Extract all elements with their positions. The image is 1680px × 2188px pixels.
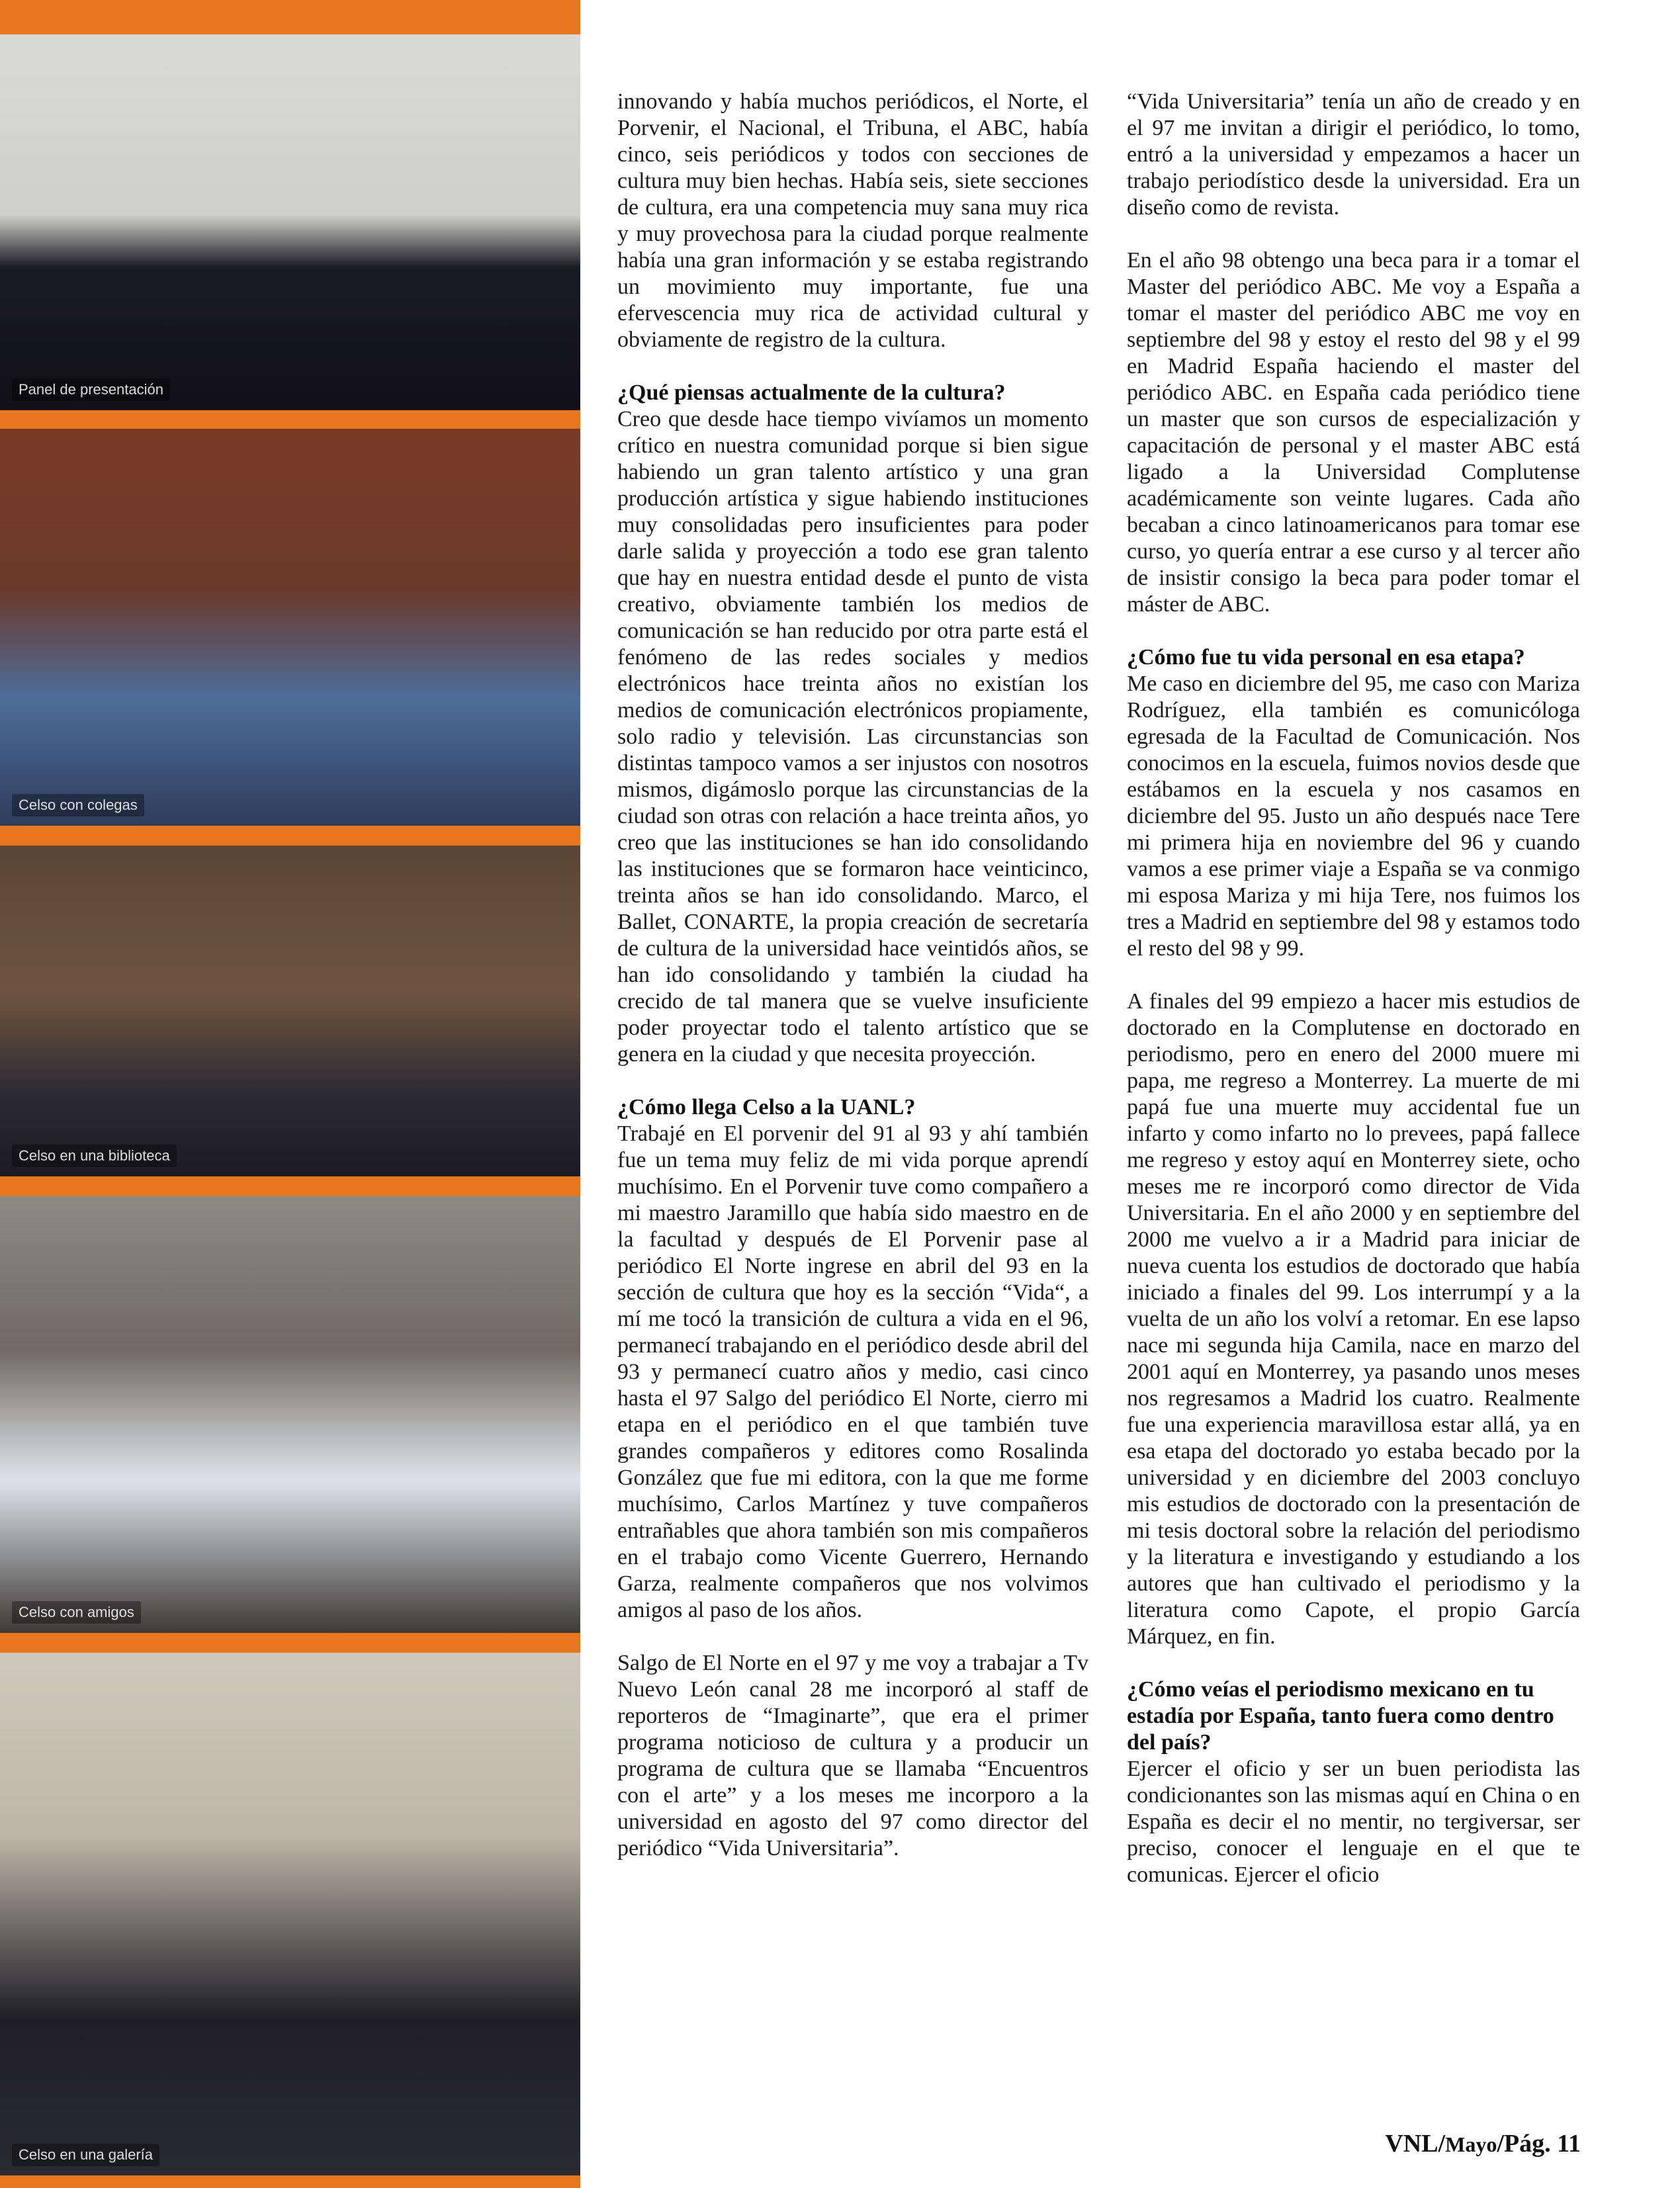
panel-photo (0, 34, 580, 410)
group-photo (0, 429, 580, 826)
question-heading: ¿Cómo fue tu vida personal en esa etapa? (1127, 645, 1525, 670)
paragraph: innovando y había muchos periódicos, el Norte, el Porvenir, el Nacional, el Tribuna, el ABC, había cinco, seis periódicos y todos con secciones de cultura muy bien hechas. Había seis, siete secciones de cultura, era una competencia muy sana muy rica y muy provechosa para la ciudad porque realmente había una gran información y se estaba registrando un movimiento muy importante, fue una efervescencia muy rica de actividad cultural y obviamente de registro de la cultura. (617, 89, 1088, 352)
question-heading: ¿Qué piensas actualmente de la cultura? (617, 380, 1006, 405)
paragraph: Me caso en diciembre del 95, me caso con Mariza Rodríguez, ella también es comunicóloga egresada de la Facultad de Comunicación. Nos conocimos en la escuela, fuimos novios desde que estábamos en la escuela y nos casamos en diciembre del 95. Justo un año después nace Tere mi primera hija en noviembre del 96 y cuando vamos a ese primer viaje a España se va conmigo mi esposa Mariza y mi hija Tere, nos fuimos los tres a Madrid en septiembre del 98 y estamos todo el resto del 98 y 99. (1127, 672, 1580, 961)
footer-page-number: /Pág. 11 (1497, 2130, 1581, 2158)
paragraph: Trabajé en El porvenir del 91 al 93 y ahí también fue un tema muy feliz de mi vida porque aprendí muchísimo. En el Porvenir tuve como compañero a mi maestro Jaramillo que había sido maestro en de la facultad y después de El Porvenir pase al periódico El Norte ingrese en abril del 93 en la sección de cultura que hoy es la sección “Vida“, a mí me tocó la transición de cultura a vida en el 96, permanecí trabajando en el periódico desde abril del 93 y permanecí cuatro años y medio, casi cinco hasta el 97 Salgo del periódico El Norte, cierro mi etapa en el periódico en el que también tuve grandes compañeros y editores como Rosalinda González que fue mi editora, con la que me forme muchísimo, Carlos Martínez y tuve compañeros entrañables que ahora también son mis compañeros en el trabajo como Vicente Guerrero, Hernando Garza, realmente compañeros que nos volvimos amigos al paso de los años. (617, 1121, 1088, 1622)
question-heading: ¿Cómo llega Celso a la UANL? (617, 1095, 916, 1119)
paragraph: Ejercer el oficio y ser un buen periodista las condicionantes son las mismas aquí en China o en España es decir el no mentir, no tergiversar, ser preciso, conocer el lenguaje en el que te comunicas. Ejercer el oficio (1127, 1757, 1580, 1887)
question-heading: ¿Cómo veías el periodismo mexicano en tu estadía por España, tanto fuera como dentro del país? (1127, 1677, 1554, 1755)
photo-caption: Celso con amigos (12, 1601, 141, 1624)
gallery-photo (0, 1653, 580, 2175)
photo-caption: Celso con colegas (12, 794, 144, 816)
photo-caption: Celso en una biblioteca (12, 1145, 177, 1167)
footer-month: Mayo (1445, 2132, 1497, 2156)
paragraph: “Vida Universitaria” tenía un año de creado y en el 97 me invitan a dirigir el periódico, lo tomo, entró a la universidad y empezamos a hacer un trabajo periodístico desde la universidad. Era un diseño como de revista. (1127, 89, 1580, 220)
photo-strip (0, 0, 580, 2188)
photo-caption: Celso en una galería (12, 2144, 159, 2166)
article-column-right (1127, 89, 1580, 1915)
paragraph: Creo que desde hace tiempo vivíamos un momento crítico en nuestra comunidad porque si bien sigue habiendo un gran talento artístico y una gran producción artística y sigue habiendo instituciones muy consolidadas pero insuficientes para poder darle salida y proyección a todo ese gran talento que hay en nuestra entidad desde el punto de vista creativo, obviamente también los medios de comunicación se han reducido por otra parte está el fenómeno de las redes sociales y medios electrónicos hace treinta años no existían los medios de comunicación electrónicos propiamente, solo radio y televisión. Las circunstancias son distintas tampoco vamos a ser injustos con nosotros mismos, digámoslo porque las circunstancias de la ciudad son otras con relación a hace treinta años, yo creo que las instituciones se han ido consolidando las instituciones que se formaron hace veinticinco, treinta años se han ido consolidando. Marco, el Ballet, CONARTE, la propia creación de secretaría de cultura de la universidad hace veintidós años, se han ido consolidando y también la ciudad ha crecido de tal manera que se vuelve insuficiente poder proyectar todo el talento artístico que se genera en la ciudad y que necesita proyección. (617, 407, 1088, 1067)
paragraph: A finales del 99 empiezo a hacer mis estudios de doctorado en la Complutense en doctorado en periodismo, pero en enero del 2000 muere mi papa, me regreso a Monterrey. La muerte de mi papá fue una muerte muy accidental fue un infarto y como infarto no lo prevees, papá fallece me regreso y estoy aquí en Monterrey siete, ocho meses me re incorporó como director de Vida Universitaria. En el año 2000 y en septiembre del 2000 me vuelvo a ir a Madrid para iniciar de nueva cuenta los estudios de doctorado que había iniciado a finales del 99. Los interrumpí y a la vuelta de un año los volví a retomar. En ese lapso nace mi segunda hija Camila, nace en marzo del 2001 aquí en Monterrey, ya pasando unos meses nos regresamos a Madrid los cuatro. Realmente fue una experiencia maravillosa estar allá, ya en esa etapa del doctorado yo estaba becado por la universidad y en diciembre del 2003 concluyo mis estudios de doctorado con la presentación de mi tesis doctoral sobre la relación del periodismo y la literatura e investigando y estudiando a los autores que han cultivado el periodismo y la literatura como Capote, el propio García Márquez, en fin. (1127, 989, 1580, 1649)
page-footer (1385, 2129, 1581, 2158)
friends-photo (0, 1196, 580, 1633)
article-column-middle (617, 89, 1088, 1888)
photo-caption: Panel de presentación (12, 378, 170, 401)
footer-magazine: VNL/ (1385, 2130, 1446, 2158)
library-photo (0, 846, 580, 1176)
paragraph: Salgo de El Norte en el 97 y me voy a trabajar a Tv Nuevo León canal 28 me incorporó al staff de reporteros de “Imaginarte”, que era el primer programa noticioso de cultura y a producir un programa de cultura que se llamaba “Encuentros con el arte” y a los meses me incorporo a la universidad en agosto del 97 como director del periódico “Vida Universitaria”. (617, 1651, 1088, 1860)
paragraph: En el año 98 obtengo una beca para ir a tomar el Master del periódico ABC. Me voy a España a tomar el master del periódico ABC me voy en septiembre del 98 y estoy el resto del 98 y el 99 en Madrid España haciendo el master del periódico ABC. en España cada periódico tiene un master que son cursos de especialización y capacitación de personal y el master ABC está ligado a la Universidad Complutense académicamente son veinte lugares. Cada año becaban a cinco latinoamericanos para tomar ese curso, yo quería entrar a ese curso y al tercer año de insistir consigo la beca para poder tomar el máster de ABC. (1127, 248, 1580, 617)
